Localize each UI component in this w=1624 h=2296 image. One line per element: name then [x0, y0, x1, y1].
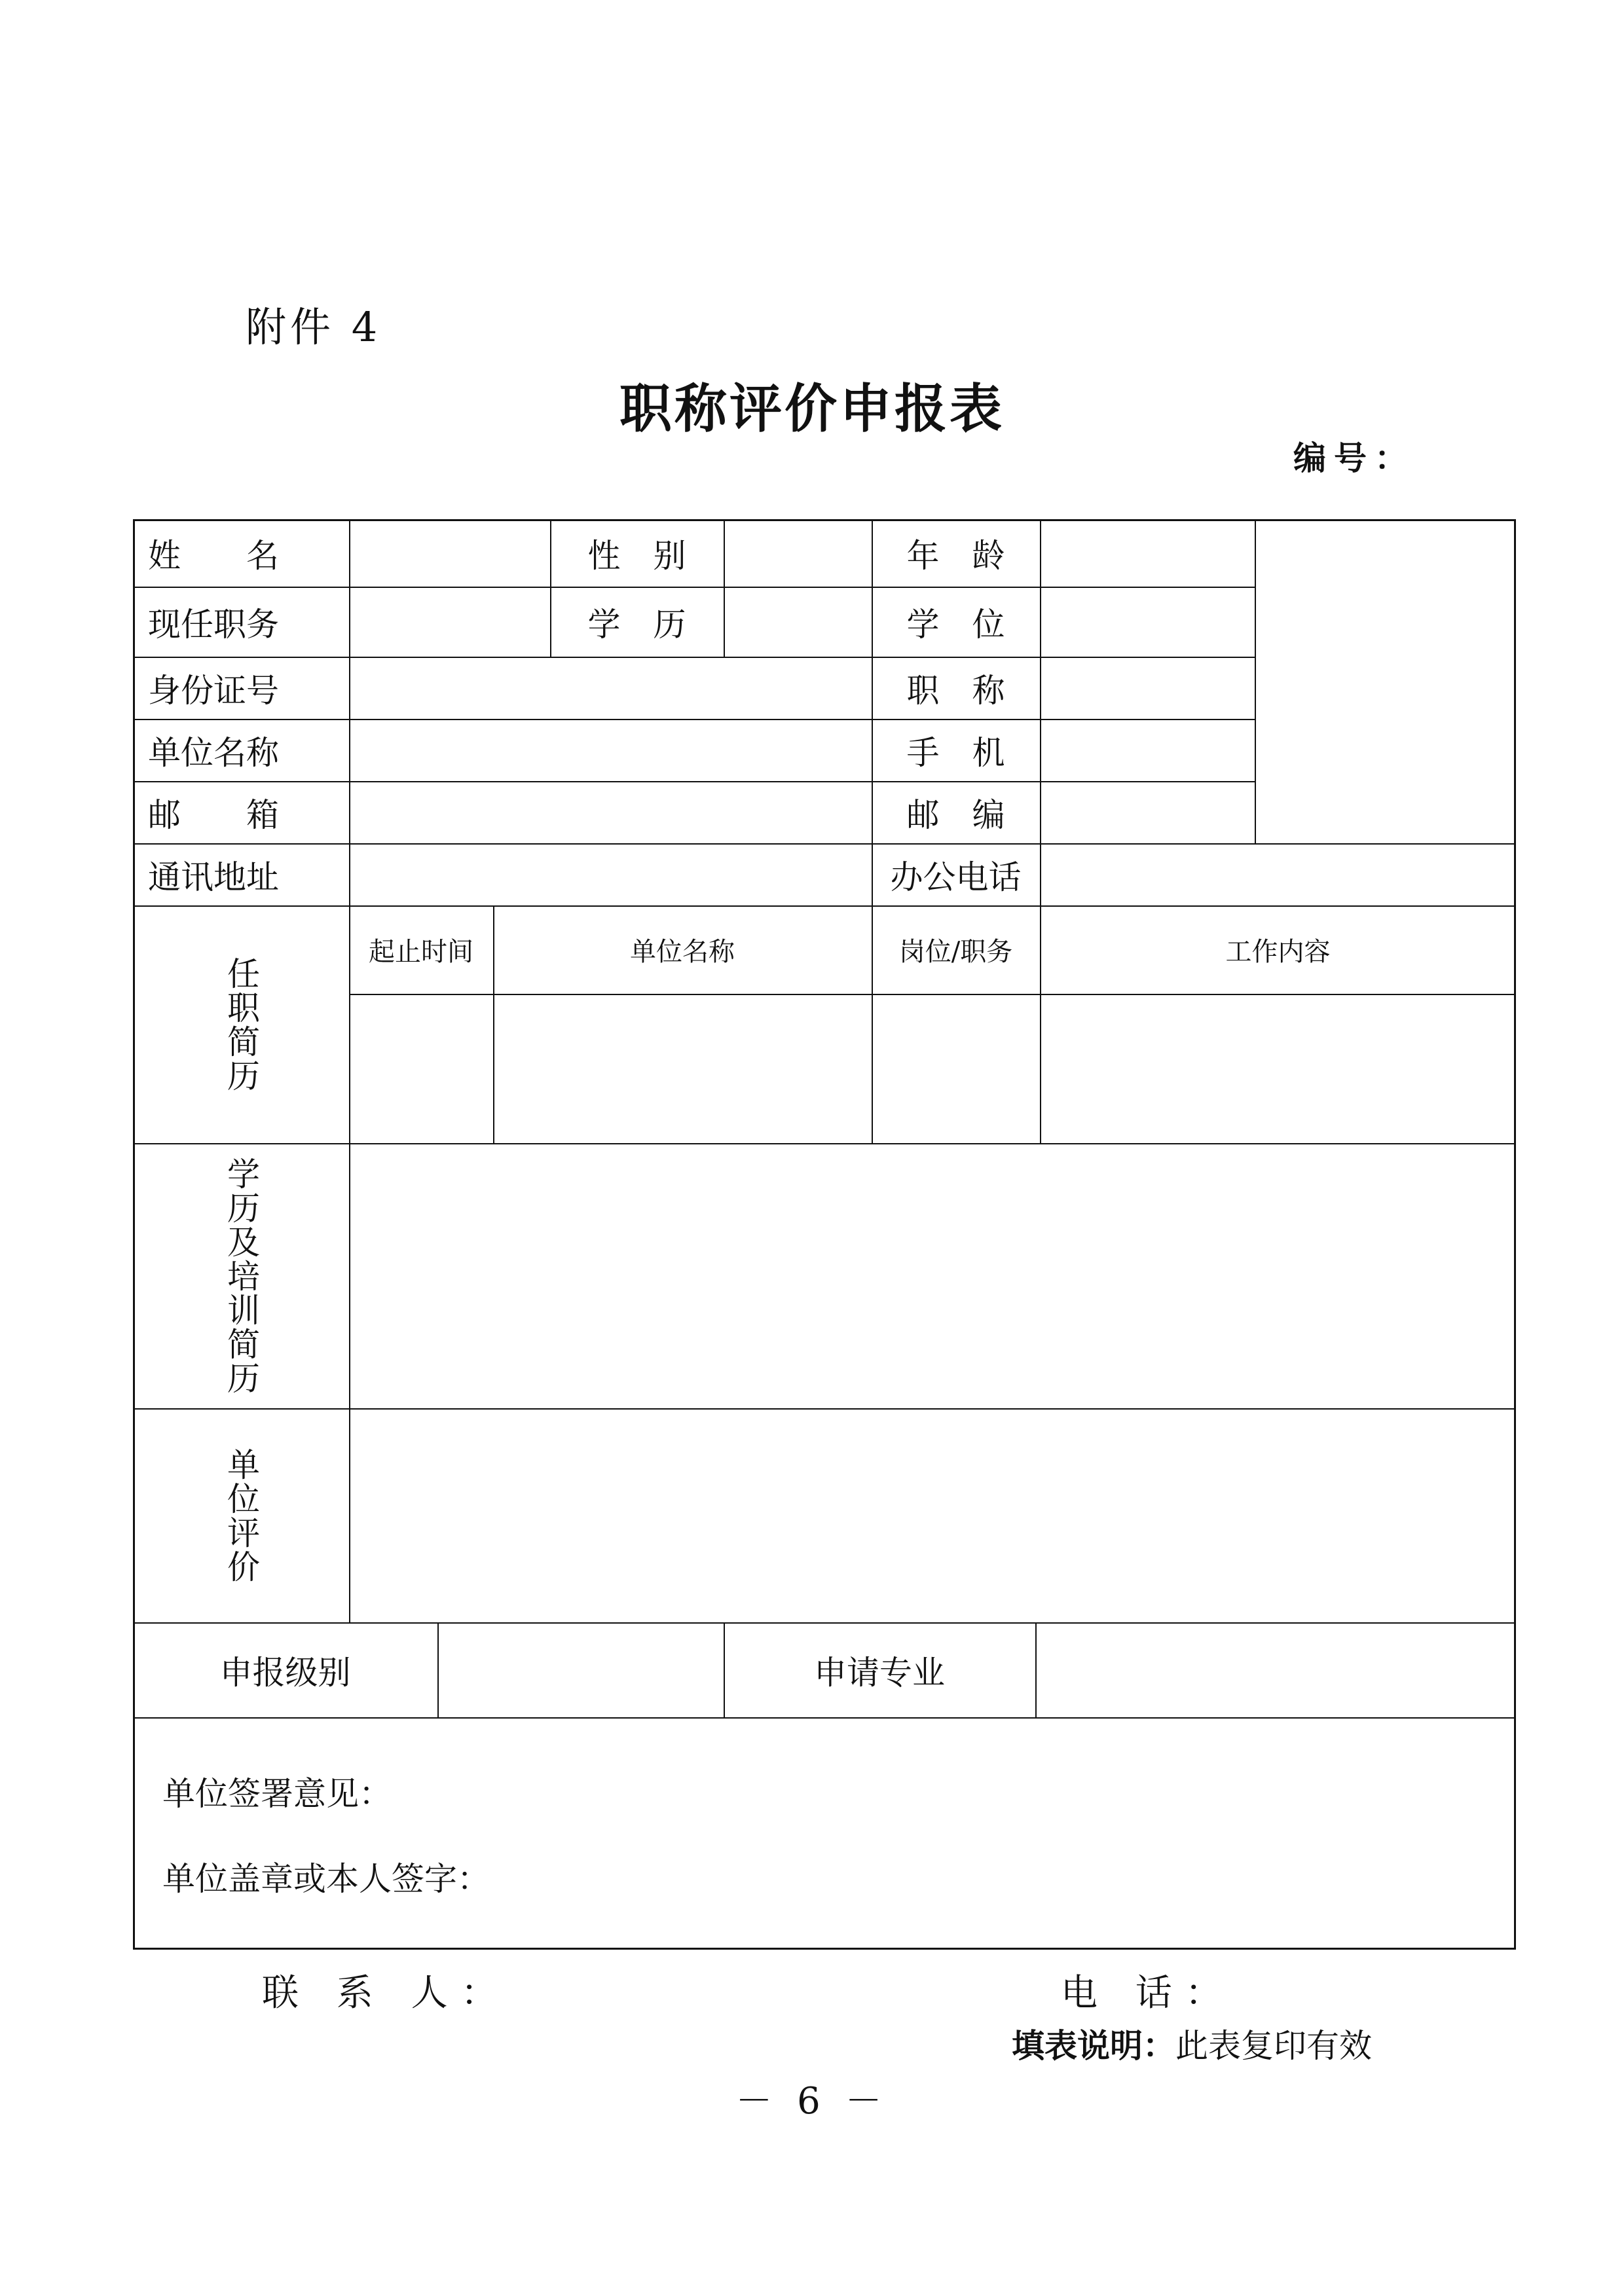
page-number: － 6 － — [735, 2080, 889, 2123]
fill-instructions — [1012, 2020, 1372, 2067]
column-position: 岗位/职务 — [898, 937, 1013, 967]
col-line — [437, 1622, 439, 1719]
column-employer: 单位名称 — [630, 937, 735, 967]
border-bottom — [133, 1948, 1516, 1950]
application-form-table — [133, 519, 1516, 1950]
apply-major-label: 申请专业 — [814, 1653, 945, 1692]
serial-number-label: 编号： — [1293, 439, 1415, 477]
address-label: 通讯地址 — [148, 858, 279, 896]
row-line — [349, 994, 1516, 995]
fill-instructions-heading: 填表说明： — [1012, 2026, 1175, 2065]
col-line — [1255, 519, 1256, 845]
border-right — [1514, 519, 1516, 1950]
col-line — [1040, 519, 1041, 1144]
postcode-label: 邮 编 — [906, 795, 1005, 834]
col-line — [1035, 1622, 1037, 1719]
email-label: 邮 箱 — [148, 795, 279, 834]
id-number-label: 身份证号 — [148, 671, 279, 710]
mobile-label: 手 机 — [906, 733, 1005, 772]
education-label: 学 历 — [587, 605, 686, 644]
apply-level-label: 申报级别 — [219, 1653, 351, 1692]
row-line — [133, 1717, 1516, 1719]
degree-label: 学 位 — [906, 605, 1005, 644]
current-position-label: 现任职务 — [148, 605, 279, 644]
contact-person-label: 联 系 人： — [262, 1972, 511, 2014]
col-line — [349, 519, 350, 1624]
column-period: 起止时间 — [369, 937, 473, 967]
column-job-content: 工作内容 — [1225, 937, 1331, 967]
office-phone-label: 办公电话 — [890, 858, 1022, 896]
attachment-label: 附件 4 — [246, 303, 382, 351]
stamp-signature-label: 单位盖章或本人签字： — [162, 1860, 490, 1898]
col-line — [724, 519, 725, 658]
page-title: 职称评价申报表 — [619, 378, 1005, 439]
fill-instructions-text: 此表复印有效 — [1175, 2027, 1372, 2065]
title-rank-label: 职 称 — [906, 671, 1005, 710]
education-history-label: 学历及培训简历 — [222, 1156, 260, 1395]
gender-label: 性 别 — [587, 536, 686, 575]
unit-evaluation-label: 单位评价 — [222, 1447, 260, 1584]
unit-opinion-label: 单位签署意见： — [162, 1775, 392, 1813]
employer-label: 单位名称 — [148, 733, 279, 772]
employment-history-label: 任职简历 — [222, 956, 260, 1093]
name-label: 姓 名 — [148, 536, 279, 575]
age-label: 年 龄 — [906, 536, 1005, 575]
phone-label: 电 话： — [1061, 1972, 1235, 2014]
